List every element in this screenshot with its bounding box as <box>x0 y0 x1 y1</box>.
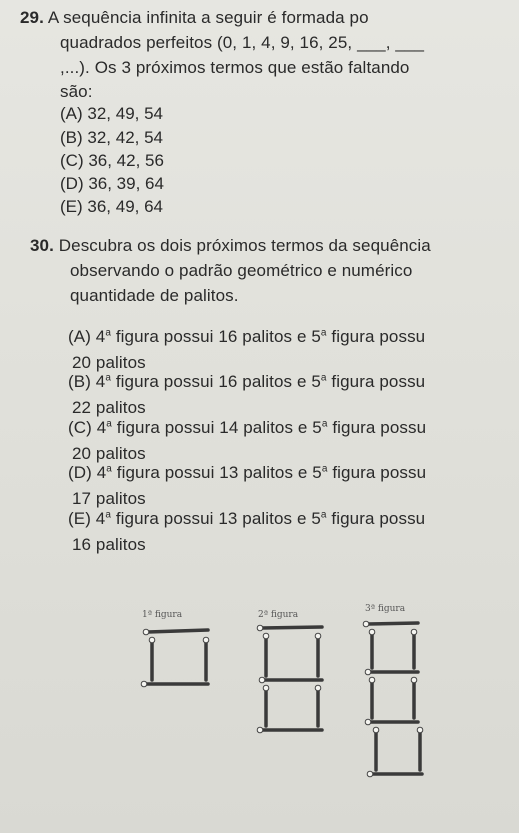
matchstick-head <box>141 681 147 687</box>
q30-option-c-answer: 20 palitos <box>72 444 146 463</box>
q30-option-e-text-2: figura possu <box>331 509 426 528</box>
figure-1 <box>141 629 209 687</box>
ordinal-4: 4 <box>95 327 106 346</box>
q30-option-d-answer: 17 palitos <box>72 489 146 508</box>
ordinal-4: 4 <box>96 463 107 482</box>
matchstick-head <box>365 719 371 725</box>
q29-option-b: (B) 32, 42, 54 <box>60 128 164 147</box>
q30-option-d-text: figura possui 13 palitos e <box>116 463 308 482</box>
q29-line-3: ,...). Os 3 próximos termos que estão faltando <box>60 58 410 77</box>
ordinal-5: 5 <box>311 372 321 391</box>
q30-option-b-answer: 22 palitos <box>72 398 146 417</box>
q30-option-e-answer: 16 palitos <box>72 535 146 554</box>
q29-option-d: (D) 36, 39, 64 <box>60 174 164 193</box>
matchstick-head <box>411 629 417 635</box>
matchstick <box>148 630 208 632</box>
matchstick-head <box>257 625 263 631</box>
matchstick-head <box>315 685 321 691</box>
q30-option-c-text: figura possui 14 palitos e <box>116 418 308 437</box>
ordinal-sup: a <box>106 418 112 430</box>
matchstick-head <box>263 633 269 639</box>
q30-text-1: Descubra os dois próximos termos da sequência <box>58 236 431 255</box>
q30-option-d-letter: (D) <box>68 463 92 482</box>
ordinal-4: 4 <box>96 418 107 437</box>
ordinal-sup: a <box>106 463 112 475</box>
matchstick-head <box>369 677 375 683</box>
matchstick-head <box>263 685 269 691</box>
matchstick-head <box>417 727 423 733</box>
matchstick <box>368 623 418 624</box>
figure-3-label: 3ª figura <box>365 604 406 614</box>
q29-option-a: (A) 32, 49, 54 <box>60 104 164 123</box>
matchstick-head <box>367 771 373 777</box>
matchstick <box>262 627 322 628</box>
ordinal-5: 5 <box>312 418 322 437</box>
matchstick-head <box>365 669 371 675</box>
q30-option-c-letter: (C) <box>68 418 92 437</box>
figure-2 <box>257 625 322 733</box>
matchstick-head <box>411 677 417 683</box>
ordinal-sup: a <box>105 372 112 384</box>
matchstick-head <box>203 637 209 643</box>
q30-number: 30. <box>30 236 54 255</box>
ordinal-sup: a <box>105 327 112 339</box>
ordinal-sup: a <box>320 509 327 521</box>
matchstick-head <box>373 727 379 733</box>
ordinal-sup: a <box>321 463 328 475</box>
q30-option-e-letter: (E) <box>68 509 91 528</box>
matchstick-head <box>363 621 369 627</box>
ordinal-5: 5 <box>311 509 321 528</box>
ordinal-sup: a <box>320 327 327 339</box>
matchstick-head <box>149 637 155 643</box>
ordinal-5: 5 <box>311 327 321 346</box>
ordinal-4: 4 <box>95 372 106 391</box>
ordinal-sup: a <box>321 418 328 430</box>
figure-1-label: 1ª figura <box>142 610 183 620</box>
q30-option-a-answer: 20 palitos <box>72 353 146 372</box>
q30-option-b-text-2: figura possu <box>331 372 426 391</box>
q29-option-c: (C) 36, 42, 56 <box>60 151 164 170</box>
figure-3 <box>363 621 423 777</box>
ordinal-sup: a <box>320 372 327 384</box>
q30-option-b-text: figura possui 16 palitos e <box>115 372 307 391</box>
q30-option-a-letter: (A) <box>68 327 91 346</box>
q30-line-3: quantidade de palitos. <box>70 286 239 305</box>
q30-option-c-text-2: figura possu <box>332 418 427 437</box>
q29-line-2: quadrados perfeitos (0, 1, 4, 9, 16, 25, ___, ___ <box>60 33 425 52</box>
q30-option-e-text: figura possui 13 palitos e <box>115 509 307 528</box>
matchstick-head <box>315 633 321 639</box>
ordinal-4: 4 <box>95 509 106 528</box>
ordinal-5: 5 <box>312 463 322 482</box>
matchstick-head <box>369 629 375 635</box>
q30-line-2: observando o padrão geométrico e numérico <box>70 261 413 280</box>
q29-number: 29. <box>20 8 44 27</box>
q29-text-1: A sequência infinita a seguir é formada po <box>47 8 369 27</box>
matchstick-head <box>259 677 265 683</box>
figure-2-label: 2ª figura <box>258 610 299 620</box>
q29-line-4: são: <box>60 82 93 101</box>
ordinal-sup: a <box>105 509 112 521</box>
matchstick-head <box>143 629 149 635</box>
q30-option-a-text-2: figura possu <box>331 327 426 346</box>
q30-option-d-text-2: figura possu <box>332 463 427 482</box>
matchstick-head <box>257 727 263 733</box>
q30-option-b-letter: (B) <box>68 372 91 391</box>
q29-option-e: (E) 36, 49, 64 <box>60 197 164 216</box>
q30-option-a-text: figura possui 16 palitos e <box>115 327 307 346</box>
